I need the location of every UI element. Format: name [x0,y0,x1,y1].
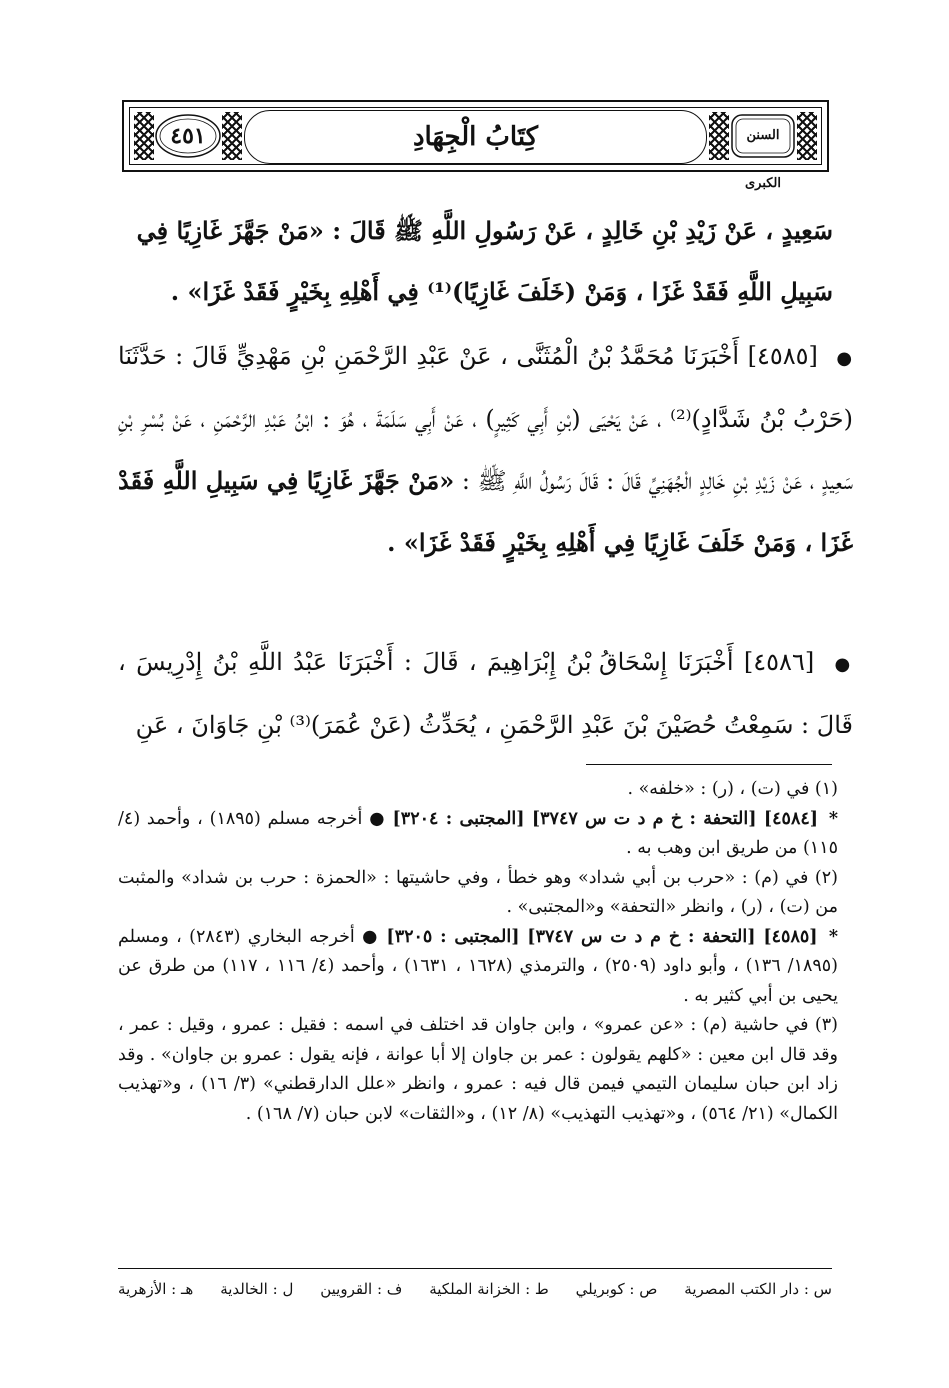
siglum: ط : الخزانة الملكية [429,1280,549,1298]
takhrij-reference: [٤٥٨٥] [التحفة : خ م د ت س ٣٧٤٧] [المجتبى : ٣٢٠٥] [386,926,818,947]
continuation-text [118,200,833,322]
continuation-line-2: سَبِيلِ اللَّهِ فَقَدْ غَزَا ، وَمَنْ (خَلَفَ غَازِيًا)⁽¹⁾ فِي أَهْلِهِ بِخَيْرٍ فَقَدْ غَزَا» . [170,277,833,306]
footnote-separator [586,764,832,765]
entry-bullet: ● [834,654,853,675]
book-title-frame [244,110,707,164]
page-header [122,100,829,191]
ornament-pattern-left-inner [222,112,242,160]
takhrij-reference: [٤٥٨٤] [التحفة : خ م د ت س ٣٧٤٧] [المجتبى : ٣٢٠٤] [392,808,819,829]
manuscript-sigla [118,1276,832,1302]
siglum: هـ : الأزهرية [118,1280,194,1298]
entry-number: [٤٥٨٦] [743,648,815,676]
siglum: ل : الخالدية [220,1280,294,1298]
ornament-pattern-right-inner [709,112,729,160]
star-marker: * [828,926,838,947]
star-marker: * [828,808,838,829]
footnote-3: (٣) في حاشية (م) : «عن عمرو» ، وابن جاوان قد اختلف في اسمه : فقيل : عمرو ، وقيل : عمر ، وقد قال ابن معين : «كلهم يقولون : عمر بن جاوان إلا أبا عوانة ، فإنه يقول : عمرو بن جاوان» . وقد زاد ابن حبان سليمان التيمي فيمن قال فيه : عمرو ، وانظر «علل الدارقطني» (٣/ ١٦) ، و«تهذيب الكمال» (٢١/ ٥٦٤) ، و«تهذيب التهذيب» (٨/ ١٢) ، و«الثقات» لابن حبان (٧/ ١٦٨) . [118,1015,838,1124]
page-number: ٤٥١ [170,123,206,149]
akhbarana-keyword: أَخْبَرَنَا [683,342,740,370]
hadith-entry-4586 [118,632,853,756]
entry-number: [٤٥٨٥] [747,342,818,370]
takhrij-4585 [118,923,838,1012]
footnotes [118,775,838,1129]
book-logo [729,112,797,191]
continuation-line-1: سَعِيدٍ ، عَنْ زَيْدِ بْنِ خَالِدٍ ، عَنْ رَسُولِ اللَّهِ ﷺ قَالَ : «مَنْ جَهَّزَ غَازِيًا فِي [136,216,833,245]
siglum: ص : كوبريلي [575,1280,658,1298]
siglum: س : دار الكتب المصرية [684,1280,832,1298]
takhrij-4584 [118,805,838,864]
book-title: كِتَابُ الْجِهَادِ [412,122,539,152]
isnad-text: مُحَمَّدُ بْنُ الْمُثَنَّى ، عَنْ عَبْدِ الرَّحْمَنِ بْنِ مَهْدِيٍّ قَالَ : حَدَّثَنَا (حَرْبُ بْنُ شَدَّادٍ)⁽²⁾ ، عَنْ يَحْيَى (بْنِ أَبِي كَثِيرٍ) ، عَنْ أَبِي سَلَمَةَ ، هُوَ : ابْنُ عَبْدِ الرَّحْمَنِ ، عَنْ بُسْرِ بْنِ سَعِيدٍ ، عَنْ زَيْدِ بْنِ خَالِدٍ الْجُهَنِيِّ قَالَ : قَالَ رَسُولُ اللَّهِ ﷺ : [118,342,854,495]
takhrij-text: ● أخرجه البخاري (٢٨٤٣) ، ومسلم (١٨٩٥/ ١٣٦) ، وأبو داود (٢٥٠٩) ، والترمذي (١٦٢٨ ، ١٦٣١) ، وأحمد (٤/ ١١٦ ، ١١٧) من طرق عن يحيى بن أبي كثير به . [118,926,838,1006]
ornament-pattern-right-outer [797,112,817,160]
ornament-pattern-left-outer [134,112,154,160]
akhbarana-keyword: أَخْبَرَنَا [677,648,734,676]
footnote-2: (٢) في (م) : «حرب بن أبي شداد» وهو خطأ ، وفي حاشيتها : «الحمزة : حرب بن شداد» والمثبت من (ت) ، (ر) ، وانظر «التحفة» و«المجتبى» . [118,867,838,917]
page-number-cartouche [154,112,222,160]
takhrij-text: ● أخرجه مسلم (١٨٩٥) ، وأحمد (٤/ ١١٥) من طريق ابن وهب به . [118,808,838,858]
siglum: ف : القرويين [320,1280,403,1298]
hadith-entry-4585 [118,326,853,574]
entry-bullet: ● [836,348,853,369]
isnad-text: إِسْحَاقُ بْنُ إِبْرَاهِيمَ ، قَالَ : أَخْبَرَنَا عَبْدُ اللَّهِ بْنُ إِدْرِيسَ ، قَالَ : سَمِعْتُ حُصَيْنَ بْنَ عَبْدِ الرَّحْمَنِ ، يُحَدِّثُ (عَنْ عُمَرَ)⁽³⁾ بْنِ جَاوَانَ ، عَنِ [118,648,853,739]
footnote-1: (١) في (ت) ، (ر) : «خلفه» . [627,779,838,799]
logo-text: السنن الكبرى [744,128,782,191]
hadith-matn: «مَنْ جَهَّزَ غَازِيًا فِي سَبِيلِ اللَّهِ فَقَدْ غَزَا ، وَمَنْ خَلَفَ غَازِيًا فِي أَهْلِهِ بِخَيْرٍ فَقَدْ غَزَا» . [118,466,853,557]
sigla-separator [118,1268,832,1269]
